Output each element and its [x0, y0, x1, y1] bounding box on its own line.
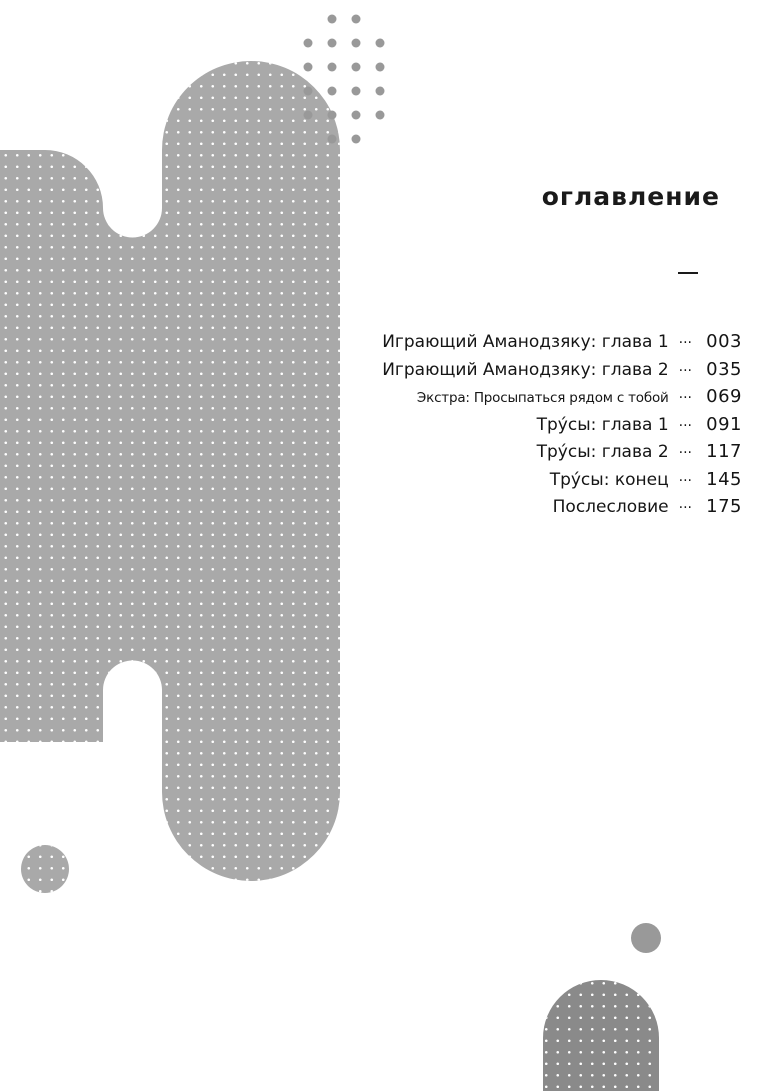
grid-dot	[328, 87, 337, 96]
grid-dot	[304, 87, 313, 96]
toc-entry-title: Послесловие	[552, 497, 669, 517]
toc-entry-page: 003	[706, 331, 742, 352]
toc-entry	[382, 438, 742, 466]
grid-dot	[352, 15, 361, 24]
toc-entry-title: Играющий Аманодзяку: глава 1	[382, 332, 669, 352]
grid-dot	[352, 135, 361, 144]
solid-gray-circle	[631, 923, 661, 953]
toc-entry-dots: ···	[678, 335, 692, 351]
grid-dot	[376, 39, 385, 48]
page-title: оглавление	[541, 182, 720, 211]
grid-dot	[376, 111, 385, 120]
grid-dot	[304, 39, 313, 48]
grid-dot	[304, 111, 313, 120]
toc-entry	[382, 356, 742, 384]
toc-entry	[382, 493, 742, 521]
grid-dot	[304, 63, 313, 72]
grid-dot	[352, 63, 361, 72]
toc-entry-dots: ···	[678, 500, 692, 516]
toc-entry	[382, 411, 742, 439]
large-dotted-shape	[0, 61, 340, 881]
grid-dot	[352, 111, 361, 120]
toc-entry-dots: ···	[678, 472, 692, 489]
toc-entry	[382, 328, 742, 356]
toc-entry-page: 175	[706, 496, 742, 517]
grid-dot	[328, 135, 337, 144]
toc-entry-dots: ···	[678, 390, 692, 406]
toc-entry-title: Играющий Аманодзяку: глава 2	[382, 359, 669, 380]
grid-dot	[328, 63, 337, 72]
toc-entry-page: 145	[706, 468, 742, 490]
grid-dot	[352, 87, 361, 96]
toc-entry	[382, 383, 742, 411]
grid-dot	[376, 63, 385, 72]
small-dotted-circle	[21, 845, 69, 893]
toc-entry-page: 117	[706, 441, 742, 462]
grid-dot	[328, 111, 337, 120]
grid-dot	[376, 87, 385, 96]
toc-entry-title: Тру́сы: глава 2	[536, 442, 669, 462]
toc-entry-title: Тру́сы: конец	[549, 469, 669, 490]
grid-dot	[328, 39, 337, 48]
toc-entry-title: Тру́сы: глава 1	[536, 414, 669, 435]
toc-list	[382, 328, 742, 521]
toc-entry	[382, 466, 742, 494]
toc-entry-dots: ···	[678, 445, 692, 461]
toc-entry-dots: ···	[678, 417, 692, 434]
dotted-arch-shape	[543, 980, 659, 1091]
grid-dot	[352, 39, 361, 48]
toc-entry-page: 069	[706, 386, 742, 407]
toc-entry-dots: ···	[678, 362, 692, 379]
toc-entry-page: 091	[706, 413, 742, 435]
toc-entry-title: Экстра: Просыпаться рядом с тобой	[416, 390, 669, 406]
title-dash	[678, 272, 698, 274]
toc-entry-page: 035	[706, 358, 742, 380]
grid-dot	[328, 15, 337, 24]
